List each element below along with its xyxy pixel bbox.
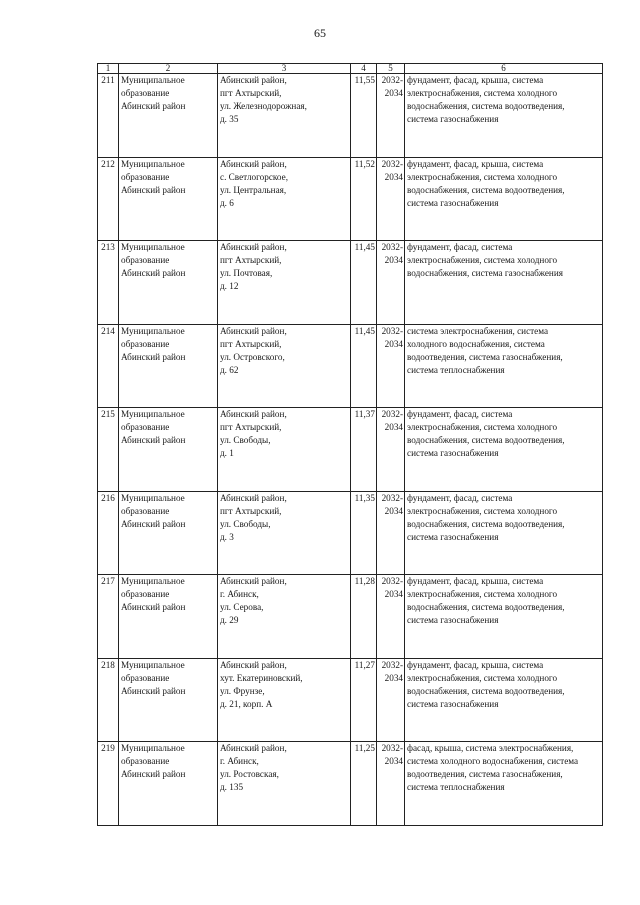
period-line: 2034 (384, 505, 403, 516)
works-line: система электроснабжения, система (407, 325, 549, 336)
municipality-cell (119, 742, 218, 826)
row-number-cell: 211 (98, 74, 119, 158)
works-line: водоснабжения, система водоотведения, (407, 184, 565, 195)
works-line: электроснабжения, система холодного (407, 589, 558, 600)
row-number-cell: 213 (98, 241, 119, 325)
works-line: водоснабжения, система водоотведения, (407, 518, 565, 529)
period-line: 2032- (381, 743, 403, 753)
table-row (98, 74, 603, 158)
address-line: ул. Железнодорожная, (220, 101, 307, 112)
address-line: Абинский район, (220, 492, 287, 503)
period-line: 2034 (384, 255, 403, 266)
municipality-line: образование (121, 255, 170, 266)
period-line: 2032- (381, 158, 403, 169)
address-line: Абинский район, (220, 242, 287, 252)
period-line: 2032- (381, 659, 403, 670)
address-line: ул. Островского, (220, 351, 285, 362)
period-cell (377, 575, 405, 659)
municipality-line: Муниципальное (121, 576, 185, 586)
municipality-line: образование (121, 88, 170, 99)
municipality-line: Муниципальное (121, 492, 185, 503)
table-row (98, 408, 603, 492)
period-cell (377, 742, 405, 826)
header-row (98, 64, 603, 74)
works-line: фундамент, фасад, система (407, 492, 513, 503)
column-header: 1 (98, 64, 119, 74)
period-line: 2034 (384, 589, 403, 600)
works-cell (405, 74, 603, 158)
address-line: д. 12 (220, 281, 239, 292)
municipality-line: образование (121, 422, 170, 433)
works-line: фундамент, фасад, крыша, система (407, 158, 544, 169)
period-line: 2032- (381, 325, 403, 336)
municipality-line: Муниципальное (121, 158, 185, 169)
municipality-line: Муниципальное (121, 409, 185, 419)
address-line: ул. Ростовская, (220, 769, 279, 780)
address-line: хут. Екатериновский, (220, 672, 303, 683)
address-line: ул. Почтовая, (220, 268, 273, 279)
address-line: пгт Ахтырский, (220, 422, 282, 433)
period-line: 2034 (384, 756, 403, 767)
period-cell (377, 157, 405, 241)
works-line: электроснабжения, система холодного (407, 255, 558, 266)
address-cell (218, 575, 351, 659)
works-line: водоснабжения, система водоотведения, (407, 435, 565, 446)
table-row (98, 157, 603, 241)
period-cell (377, 324, 405, 408)
address-line: ул. Центральная, (220, 184, 287, 195)
address-line: ул. Фрунзе, (220, 685, 265, 696)
works-line: водоотведения, система газоснабжения, (407, 351, 563, 362)
address-line: д. 3 (220, 531, 234, 542)
works-line: холодного водоснабжения, система (407, 338, 545, 349)
works-line: фундамент, фасад, крыша, система (407, 659, 544, 670)
address-line: д. 62 (220, 364, 239, 375)
address-cell (218, 74, 351, 158)
address-cell (218, 491, 351, 575)
address-line: Абинский район, (220, 158, 287, 169)
row-number-cell: 218 (98, 658, 119, 742)
municipality-line: Абинский район (121, 602, 186, 613)
area-cell: 11,37 (351, 408, 377, 492)
works-line: водоснабжения, система водоотведения, (407, 602, 565, 613)
row-number-cell: 214 (98, 324, 119, 408)
works-line: водоснабжения, система водоотведения, (407, 685, 565, 696)
row-number-cell: 217 (98, 575, 119, 659)
area-cell: 11,52 (351, 157, 377, 241)
municipality-cell (119, 575, 218, 659)
address-line: пгт Ахтырский, (220, 88, 282, 99)
municipality-line: образование (121, 338, 170, 349)
table-row (98, 491, 603, 575)
municipality-line: Абинский район (121, 518, 186, 529)
address-cell (218, 324, 351, 408)
municipality-line: Абинский район (121, 435, 186, 446)
address-line: Абинский район, (220, 75, 287, 85)
area-cell: 11,45 (351, 241, 377, 325)
works-line: водоснабжения, система водоотведения, (407, 101, 565, 112)
column-header: 5 (377, 64, 405, 74)
address-line: д. 135 (220, 782, 244, 793)
municipality-line: Абинский район (121, 685, 186, 696)
area-cell: 11,28 (351, 575, 377, 659)
works-line: система газоснабжения (407, 615, 499, 626)
works-cell (405, 658, 603, 742)
municipality-cell (119, 74, 218, 158)
works-line: система газоснабжения (407, 114, 499, 125)
municipality-line: Муниципальное (121, 242, 185, 252)
period-line: 2034 (384, 88, 403, 99)
municipality-line: Абинский район (121, 351, 186, 362)
period-line: 2034 (384, 422, 403, 433)
area-cell: 11,45 (351, 324, 377, 408)
municipality-cell (119, 408, 218, 492)
row-number-cell: 216 (98, 491, 119, 575)
address-cell (218, 157, 351, 241)
period-cell (377, 491, 405, 575)
municipality-line: образование (121, 756, 170, 767)
address-line: ул. Серова, (220, 602, 264, 613)
column-header: 3 (218, 64, 351, 74)
area-cell: 11,35 (351, 491, 377, 575)
works-line: система газоснабжения (407, 698, 499, 709)
area-cell: 11,55 (351, 74, 377, 158)
works-cell (405, 575, 603, 659)
municipality-line: образование (121, 171, 170, 182)
works-line: фундамент, фасад, система (407, 242, 513, 252)
row-number-cell: 212 (98, 157, 119, 241)
works-line: электроснабжения, система холодного (407, 672, 558, 683)
works-line: система газоснабжения (407, 448, 499, 459)
address-cell (218, 658, 351, 742)
municipality-line: Муниципальное (121, 743, 185, 753)
address-line: д. 21, корп. А (220, 698, 273, 709)
period-line: 2032- (381, 492, 403, 503)
works-line: система газоснабжения (407, 197, 499, 208)
row-number-cell: 215 (98, 408, 119, 492)
address-line: Абинский район, (220, 325, 287, 336)
column-header: 6 (405, 64, 603, 74)
period-cell (377, 241, 405, 325)
address-cell (218, 742, 351, 826)
address-line: г. Абинск, (220, 756, 259, 767)
period-line: 2034 (384, 672, 403, 683)
municipality-cell (119, 324, 218, 408)
works-cell (405, 742, 603, 826)
address-line: Абинский район, (220, 659, 287, 670)
municipality-line: Муниципальное (121, 659, 185, 670)
municipality-line: Муниципальное (121, 325, 185, 336)
works-line: система газоснабжения (407, 531, 499, 542)
period-line: 2034 (384, 338, 403, 349)
period-line: 2032- (381, 409, 403, 419)
municipality-line: образование (121, 589, 170, 600)
period-line: 2032- (381, 576, 403, 586)
address-line: д. 6 (220, 197, 234, 208)
table-row (98, 241, 603, 325)
address-line: Абинский район, (220, 576, 287, 586)
period-line: 2032- (381, 242, 403, 252)
works-cell (405, 491, 603, 575)
row-number-cell: 219 (98, 742, 119, 826)
address-line: с. Светлогорское, (220, 171, 289, 182)
address-line: пгт Ахтырский, (220, 255, 282, 266)
works-line: система холодного водоснабжения, система (407, 756, 579, 767)
address-line: пгт Ахтырский, (220, 505, 282, 516)
table-body (98, 74, 603, 826)
municipality-line: Абинский район (121, 101, 186, 112)
works-line: электроснабжения, система холодного (407, 171, 558, 182)
works-cell (405, 324, 603, 408)
repair-schedule-table (97, 63, 603, 826)
address-line: д. 1 (220, 448, 234, 459)
page-number: 65 (314, 26, 326, 40)
period-cell (377, 74, 405, 158)
works-line: электроснабжения, система холодного (407, 422, 558, 433)
municipality-line: Абинский район (121, 769, 186, 780)
table-row (98, 575, 603, 659)
municipality-cell (119, 491, 218, 575)
works-cell (405, 241, 603, 325)
period-line: 2032- (381, 75, 403, 85)
works-line: система теплоснабжения (407, 364, 505, 375)
table-row (98, 324, 603, 408)
works-line: водоотведения, система газоснабжения, (407, 769, 563, 780)
works-cell (405, 157, 603, 241)
address-line: Абинский район, (220, 409, 287, 419)
works-line: водоснабжения, система газоснабжения (407, 268, 563, 279)
column-header: 4 (351, 64, 377, 74)
works-line: фасад, крыша, система электроснабжения, (407, 743, 574, 753)
address-line: ул. Свободы, (220, 518, 271, 529)
municipality-line: Муниципальное (121, 75, 185, 85)
address-line: г. Абинск, (220, 589, 259, 600)
works-line: электроснабжения, система холодного (407, 505, 558, 516)
address-line: пгт Ахтырский, (220, 338, 282, 349)
municipality-line: Абинский район (121, 184, 186, 195)
area-cell: 11,25 (351, 742, 377, 826)
table-row (98, 742, 603, 826)
table-row (98, 658, 603, 742)
period-line: 2034 (384, 171, 403, 182)
address-line: ул. Свободы, (220, 435, 271, 446)
works-line: фундамент, фасад, система (407, 409, 513, 419)
works-line: фундамент, фасад, крыша, система (407, 75, 544, 85)
address-line: д. 35 (220, 114, 239, 125)
address-line: д. 29 (220, 615, 239, 626)
works-line: фундамент, фасад, крыша, система (407, 576, 544, 586)
column-header: 2 (119, 64, 218, 74)
municipality-line: Абинский район (121, 268, 186, 279)
municipality-cell (119, 658, 218, 742)
works-line: электроснабжения, система холодного (407, 88, 558, 99)
works-line: система теплоснабжения (407, 782, 505, 793)
address-line: Абинский район, (220, 743, 287, 753)
works-cell (405, 408, 603, 492)
period-cell (377, 408, 405, 492)
period-cell (377, 658, 405, 742)
municipality-cell (119, 157, 218, 241)
area-cell: 11,27 (351, 658, 377, 742)
municipality-line: образование (121, 672, 170, 683)
municipality-cell (119, 241, 218, 325)
address-cell (218, 241, 351, 325)
address-cell (218, 408, 351, 492)
municipality-line: образование (121, 505, 170, 516)
